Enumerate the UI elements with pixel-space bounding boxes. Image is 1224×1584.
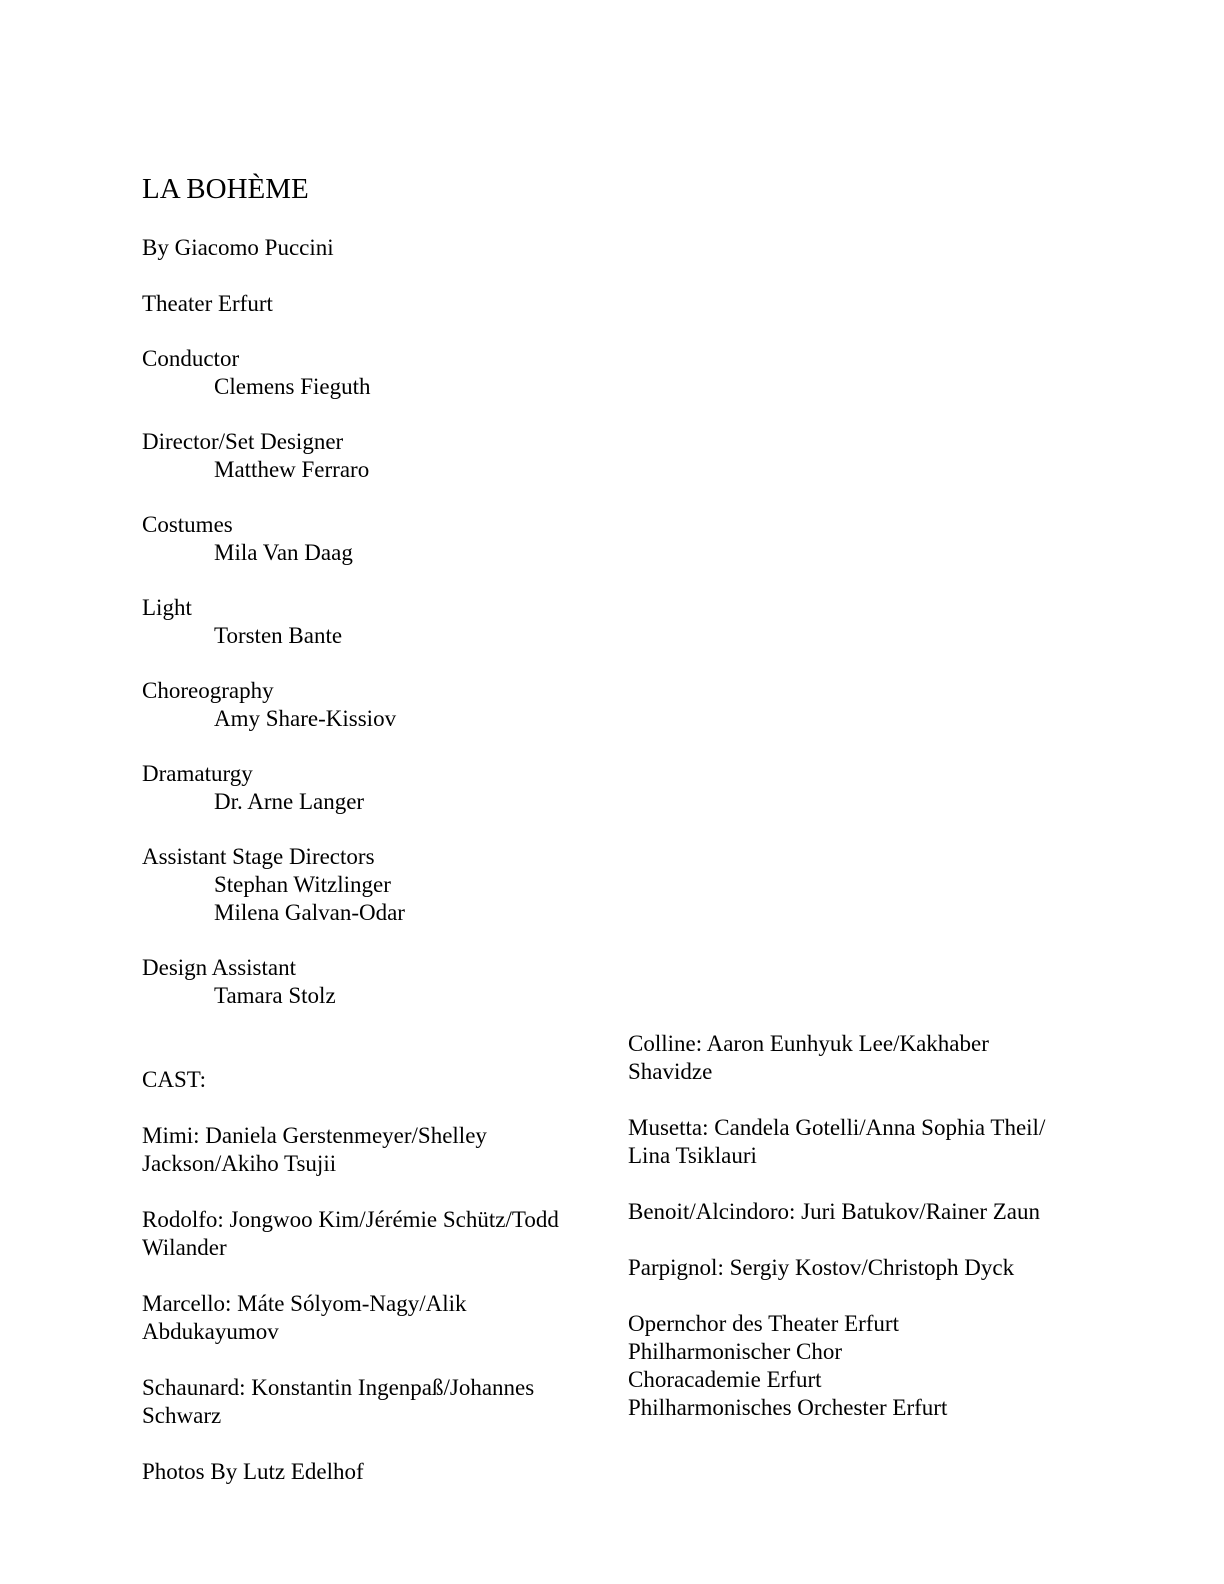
cast-column-right — [628, 1030, 1078, 1450]
credit-role: Choreography — [142, 678, 274, 703]
cast-line: Shavidze — [628, 1059, 713, 1084]
cast-heading-text: CAST: — [142, 1067, 207, 1092]
ensemble-line: Choracademie Erfurt — [628, 1367, 822, 1392]
credit-name: Clemens Fieguth — [214, 374, 371, 399]
cast-line: Jackson/Akiho Tsujii — [142, 1151, 337, 1176]
ensembles — [628, 1310, 1078, 1422]
cast-entry-marcello — [142, 1290, 592, 1346]
page-title: LA BOHÈME — [142, 173, 309, 205]
cast-entry-benoit-alcindoro — [628, 1198, 1078, 1226]
cast-line: Colline: Aaron Eunhyuk Lee/Kakhaber — [628, 1031, 989, 1056]
venue-line: Theater Erfurt — [142, 291, 273, 316]
credit-design-assistant — [142, 954, 336, 1010]
credit-light — [142, 594, 342, 650]
credit-name: Mila Van Daag — [214, 540, 353, 565]
photo-credit-text: Photos By Lutz Edelhof — [142, 1459, 364, 1484]
credit-role: Conductor — [142, 346, 240, 371]
credit-name: Dr. Arne Langer — [214, 789, 365, 814]
cast-entry-mimi — [142, 1122, 592, 1178]
credit-name: Matthew Ferraro — [214, 457, 370, 482]
credit-name: Tamara Stolz — [214, 983, 336, 1008]
cast-entry-rodolfo — [142, 1206, 592, 1262]
credit-role: Design Assistant — [142, 955, 296, 980]
cast-line: Musetta: Candela Gotelli/Anna Sophia Theil/ — [628, 1115, 1046, 1140]
ensemble-line: Opernchor des Theater Erfurt — [628, 1311, 899, 1336]
photo-credit — [142, 1458, 592, 1486]
cast-line: Wilander — [142, 1235, 227, 1260]
cast-entry-colline — [628, 1030, 1078, 1086]
credit-name: Milena Galvan-Odar — [214, 900, 405, 925]
credit-costumes — [142, 511, 353, 567]
cast-line: Benoit/Alcindoro: Juri Batukov/Rainer Zaun — [628, 1199, 1041, 1224]
credit-director — [142, 428, 369, 484]
cast-entry-musetta — [628, 1114, 1078, 1170]
cast-line: Parpignol: Sergiy Kostov/Christoph Dyck — [628, 1255, 1015, 1280]
credit-assistant-stage-directors — [142, 843, 405, 927]
cast-entry-parpignol — [628, 1254, 1078, 1282]
credit-role: Assistant Stage Directors — [142, 844, 375, 869]
cast-line: Schwarz — [142, 1403, 222, 1428]
credit-role: Costumes — [142, 512, 233, 537]
ensemble-line: Philharmonischer Chor — [628, 1339, 842, 1364]
credit-role: Light — [142, 595, 192, 620]
cast-column-left — [142, 1066, 592, 1514]
credit-name: Stephan Witzlinger — [214, 872, 391, 897]
credit-role: Dramaturgy — [142, 761, 253, 786]
cast-line: Abdukayumov — [142, 1319, 279, 1344]
credit-conductor — [142, 345, 371, 401]
cast-line: Rodolfo: Jongwoo Kim/Jérémie Schütz/Todd — [142, 1207, 559, 1232]
composer-line: By Giacomo Puccini — [142, 235, 334, 260]
cast-line: Lina Tsiklauri — [628, 1143, 757, 1168]
credit-choreography — [142, 677, 396, 733]
credit-name: Amy Share-Kissiov — [214, 706, 397, 731]
cast-line: Marcello: Máte Sólyom-Nagy/Alik — [142, 1291, 467, 1316]
credit-dramaturgy — [142, 760, 364, 816]
credit-role: Director/Set Designer — [142, 429, 344, 454]
ensemble-line: Philharmonisches Orchester Erfurt — [628, 1395, 948, 1420]
cast-heading — [142, 1066, 592, 1094]
cast-line: Mimi: Daniela Gerstenmeyer/Shelley — [142, 1123, 487, 1148]
cast-entry-schaunard — [142, 1374, 592, 1430]
credit-name: Torsten Bante — [214, 623, 343, 648]
cast-line: Schaunard: Konstantin Ingenpaß/Johannes — [142, 1375, 535, 1400]
